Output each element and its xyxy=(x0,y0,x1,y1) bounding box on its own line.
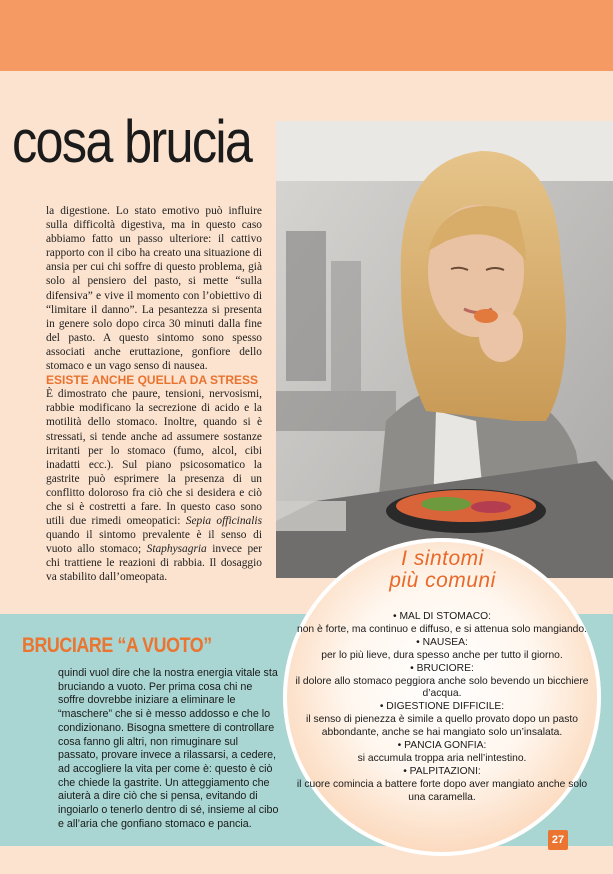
photo-illustration xyxy=(276,121,613,578)
symptom-item xyxy=(292,701,592,740)
symptoms-title xyxy=(330,548,555,592)
symptom-item xyxy=(292,663,592,702)
photo-woman-eating-salad xyxy=(276,121,613,578)
symptom-name: • PALPITAZIONI: xyxy=(292,766,592,779)
symptom-name: • MAL DI STOMACO: xyxy=(292,611,592,624)
body-column xyxy=(46,204,262,585)
bottom-band xyxy=(0,846,613,874)
body-paragraph-2 xyxy=(46,387,262,584)
symptom-description: il dolore allo stomaco peggiora anche solo bevendo un bicchiere d’acqua. xyxy=(295,675,589,700)
symptom-description: il senso di pienezza è simile a quello provato dopo un pasto abbondante, anche se hai mangiato solo un’insalata. xyxy=(306,714,578,739)
symptom-description: per lo più lieve, dura spesso anche per tutto il giorno. xyxy=(321,649,563,661)
symptom-description: non è forte, ma continuo e diffuso, e si attenua solo mangiando. xyxy=(296,623,588,635)
symptom-name: • BRUCIORE: xyxy=(292,663,592,676)
remedy-sepia: Sepia officinalis xyxy=(185,515,262,528)
symptom-item xyxy=(292,637,592,663)
top-color-band xyxy=(0,0,613,71)
symptom-name: • NAUSEA: xyxy=(292,637,592,650)
paragraph-2-text-c: invece per chi trattiene le reazioni di rabbia. Il dosaggio va stabilito dall’omeopata. xyxy=(46,543,262,584)
symptom-item xyxy=(292,766,592,805)
symptom-item xyxy=(292,740,592,766)
subheading-stress: ESISTE ANCHE QUELLA DA STRESS xyxy=(46,373,259,388)
symptom-item xyxy=(292,611,592,637)
paragraph-2-text-a: È dimostrato che paure, tensioni, nervosismi, rabbie modificano la secrezione di acido e la motilità dello stomaco. Inoltre, quando si è stressati, si tende anche ad assumere sostanze irritanti per lo stomaco (fumo, alcol, cibi inadatti ecc.). Sul piano psicosomatico la gastrite può esprimere la presenza di un conflitto doloroso fra ciò che si desidera e ciò che si è costretti a fare. In questo caso sono utili due rimedi omeopatici: xyxy=(46,388,262,528)
symptom-description: si accumula troppa aria nell’intestino. xyxy=(357,752,527,764)
remedy-staphysagria: Staphysagria xyxy=(146,543,207,556)
symptoms-list xyxy=(292,611,592,805)
symptoms-title-line-1: I sintomi xyxy=(401,547,484,570)
box-title: BRUCIARE “A VUOTO” xyxy=(22,634,212,657)
page-number: 27 xyxy=(548,830,568,850)
paragraph-2-text-b: quando il sintomo prevalente è il senso di vuoto allo stomaco; xyxy=(46,529,262,556)
symptom-name: • DIGESTIONE DIFFICILE: xyxy=(292,701,592,714)
symptoms-title-line-2: più comuni xyxy=(389,569,496,592)
symptom-description: il cuore comincia a battere forte dopo aver mangiato anche solo una caramella. xyxy=(296,778,588,803)
page-headline: cosa brucia xyxy=(12,108,252,175)
body-paragraph-1: la digestione. Lo stato emotivo può influire sulla difficoltà digestiva, ma in questo caso abbiamo fatto un passo ulteriore: il cattivo rapporto con il cibo ha creato una situazione di ansia per cui chi soffre di questo problema, già solo al pensiero del pasto, si mette “sulla difensiva” e vive il momento con l’obiettivo di “limitare il danno”. La pesantezza si presenta in genere solo dopo circa 30 minuti dalla fine del pasto. A questo sintomo sono spesso associati anche eruttazione, gonfiore dello stomaco e un vago senso di nausea. xyxy=(46,205,262,373)
box-text: quindi vuol dire che la nostra energia vitale sta bruciando a vuoto. Per prima cosa chi ne soffre dovrebbe iniziare a eliminare le “maschere” che si è messo addosso e che lo condizionano. Bisogna smettere di controllare cosa fanno gli altri, non rimuginare sul passato, provare invece a rilassarsi, a cedere, ad accogliere la vita per come è: questo è ciò che chiede la gastrite. Un atteggiamento che aiuterà a dire ciò che si pensa, evitando di ingoiarlo o tenerlo dentro di sé, insieme al cibo e all’aria che gonfiano stomaco e pancia. xyxy=(58,667,279,830)
symptom-name: • PANCIA GONFIA: xyxy=(292,740,592,753)
